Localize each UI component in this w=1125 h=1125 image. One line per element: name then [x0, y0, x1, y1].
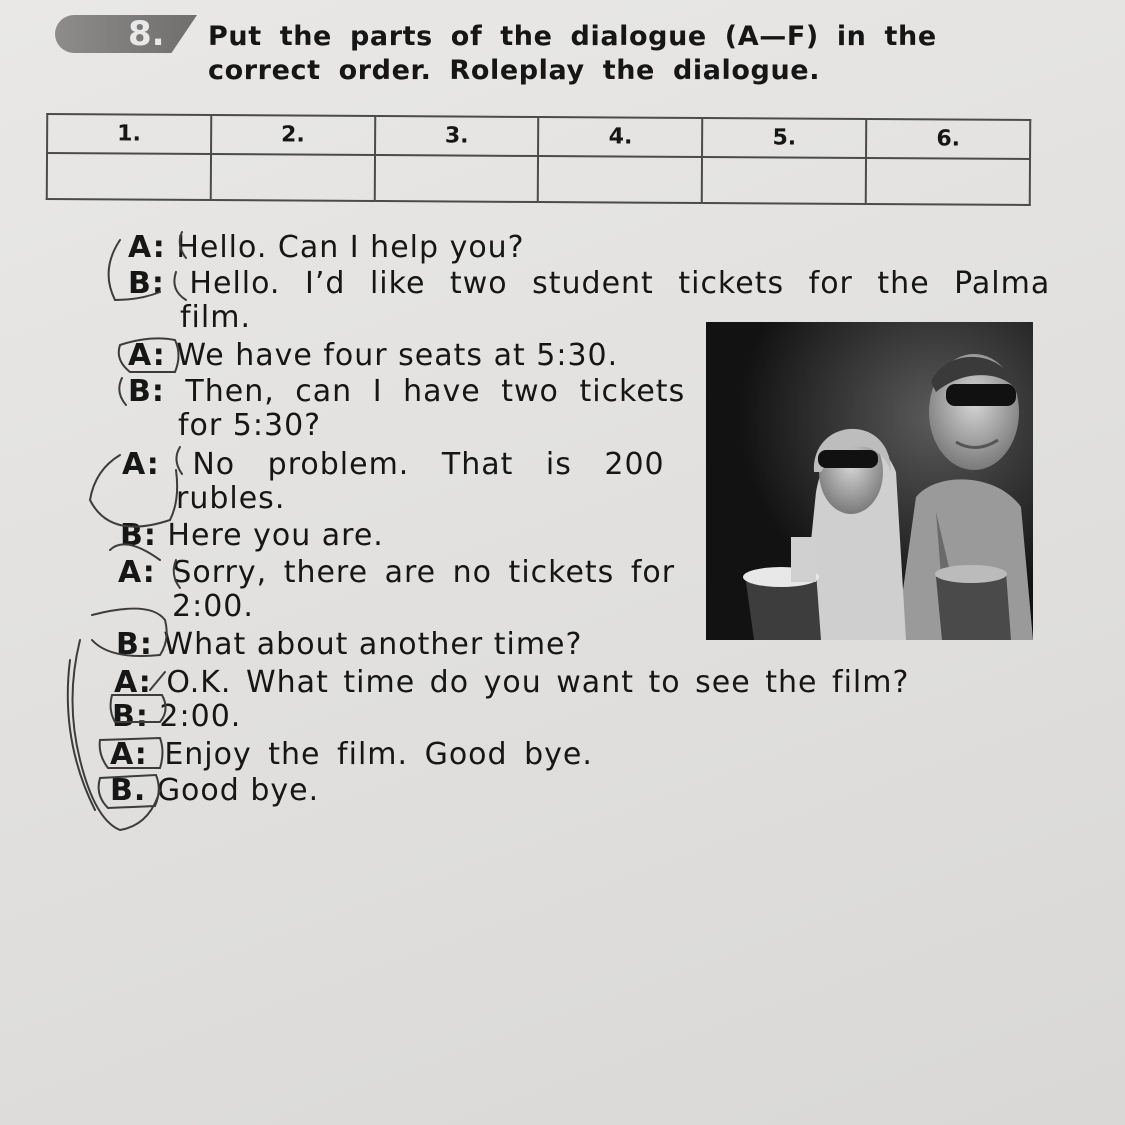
- line-continuation: 2:00.: [172, 589, 254, 624]
- answer-header-6: 6.: [866, 119, 1030, 159]
- line-text: Good bye.: [156, 773, 320, 808]
- speaker-label: A:: [128, 230, 166, 265]
- answer-header-2: 2.: [211, 115, 375, 155]
- line-text: Enjoy the film. Good bye.: [164, 737, 593, 772]
- line-continuation: for 5:30?: [178, 408, 322, 443]
- line-text: O.K. What time do you want to see the film?: [166, 665, 910, 700]
- line-text: 2:00.: [159, 699, 242, 734]
- speaker-label: A:: [122, 447, 160, 482]
- speaker-label: B:: [116, 627, 153, 662]
- line-text: Sorry, there are no tickets for: [172, 555, 676, 590]
- answer-header-5: 5.: [702, 118, 866, 158]
- answer-header-3: 3.: [375, 116, 539, 156]
- line-text: Hello. Can I help you?: [176, 230, 525, 265]
- speaker-label: A:: [114, 665, 152, 700]
- line-text: Hello. I’d like two student tickets for the Palma: [189, 266, 1051, 301]
- line-continuation: film.: [180, 300, 251, 335]
- line-text: No problem. That is 200: [192, 447, 665, 482]
- speaker-label: B:: [120, 518, 157, 553]
- speaker-label: A:: [128, 338, 166, 373]
- speaker-label: B:: [128, 374, 165, 409]
- answer-header-1: 1.: [47, 114, 211, 154]
- line-text: Then, can I have two tickets: [185, 374, 686, 409]
- line-continuation: rubles.: [176, 481, 286, 516]
- speaker-label: A:: [110, 737, 148, 772]
- exercise-number: 8.: [128, 14, 165, 54]
- answer-header-4: 4.: [539, 117, 703, 157]
- line-text: Here you are.: [167, 518, 384, 553]
- instruction-text: Put the parts of the dialogue (A—F) in the correct order. Roleplay the dialogue.: [208, 21, 937, 86]
- speaker-label: B:: [128, 266, 165, 301]
- speaker-label: B.: [110, 773, 147, 808]
- speaker-label: A:: [118, 555, 156, 590]
- speaker-label: B:: [112, 699, 149, 734]
- line-text: What about another time?: [163, 627, 583, 662]
- line-text: We have four seats at 5:30.: [176, 338, 619, 373]
